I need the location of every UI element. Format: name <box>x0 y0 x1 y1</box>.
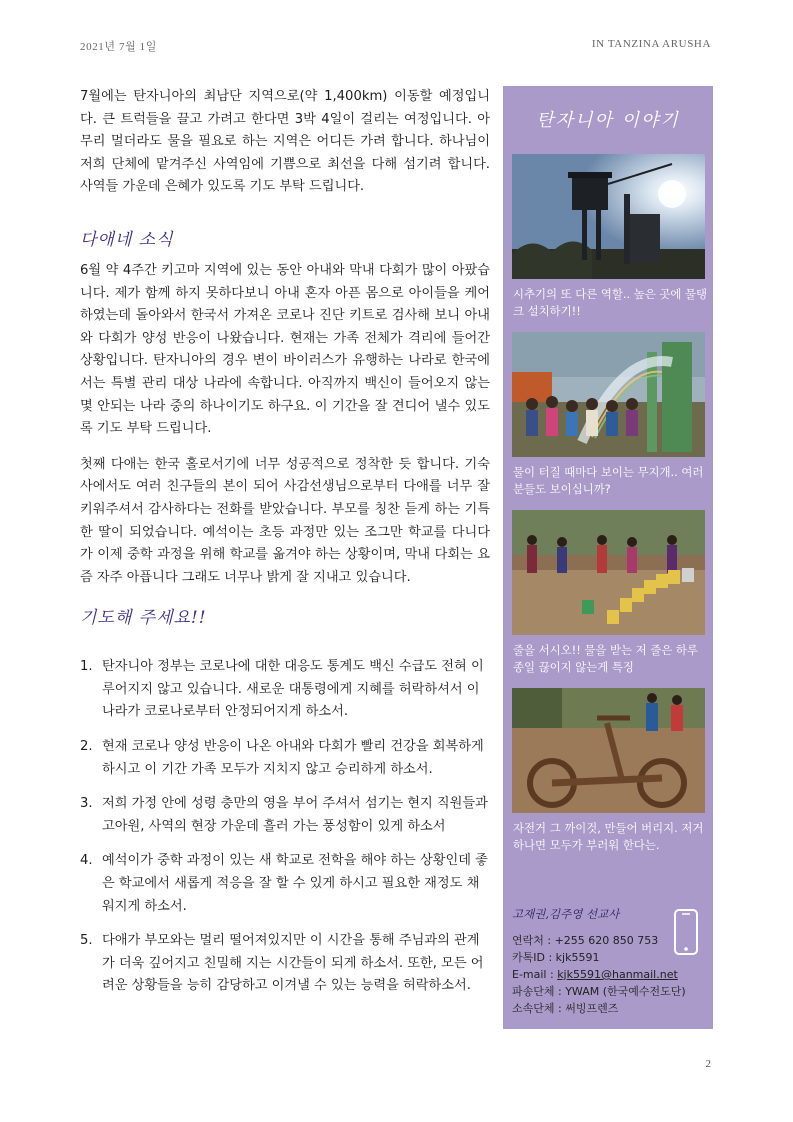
intro-paragraph: 7월에는 탄자니아의 최남단 지역으로(약 1,400km) 이동할 예정입니다. 큰 트럭들을 끌고 가려고 한다면 3박 4일이 걸리는 여정입니다. 아무리 멀더라도 물을 필요로 하는 지역은 어디든 가려 합니다. 하나님이 저희 단체에 맡겨주신 사역임에 기쁨으로 최선을 다해 섬기려 합니다. 사역들 가운데 은혜가 있도록 기도 부탁 드립니다. <box>80 89 490 195</box>
photo-wooden-bicycle <box>512 688 705 813</box>
main-column <box>80 86 490 1010</box>
prayer-item-text: 탄자니아 정부는 코로나에 대한 대응도 통계도 백신 수급도 전혀 이루어지지 않고 있습니다. 새로운 대통령에게 지혜를 허락하셔서 이 나라가 코로나로부터 안정되어지게 하소서. <box>102 659 484 720</box>
contact-phone: 연락처 : +255 620 850 753 <box>512 934 659 947</box>
sidebar-title: 탄자니아 이야기 <box>536 110 680 131</box>
photo-caption-4: 자전거 그 까이것, 만들어 버리지. 저거 하나면 모두가 부러워 한다는. <box>513 821 704 852</box>
contact-affiliation: 소속단체 : 써빙프렌즈 <box>512 1002 619 1015</box>
photo-caption-3: 줄을 서시오!! 물을 받는 저 줄은 하루종일 끊이지 않는게 특징 <box>513 643 698 674</box>
prayer-list <box>80 656 490 998</box>
contact-email-label: E-mail : <box>512 968 558 981</box>
prayer-item-number: 4. <box>80 853 93 869</box>
family-news-paragraph-2: 첫째 다애는 한국 홀로서기에 너무 성공적으로 정착한 듯 합니다. 기숙사에서도 여러 친구들의 본이 되어 사감선생님으로부터 다애를 너무 잘 키워주셔서 감사하다는 전화를 받았습니다. 부모를 칭찬 듣게 하는 기특한 딸이 되었습니다. 예석이는 초등 과정만 있는 조그만 학교를 다니다가 이제 중학 과정을 위해 학교를 옮겨야 하는 상황이며, 막내 다회는 요즘 자주 아픕니다 그래도 너무나 밝게 잘 지내고 있습니다. <box>80 456 490 585</box>
prayer-item-text: 현재 코로나 양성 반응이 나온 아내와 다회가 빨리 건강을 회복하게 하시고 이 기간 가족 모두가 지치지 않고 승리하게 하소서. <box>102 739 484 777</box>
contact-org: 파송단체 : YWAM (한국예수전도단) <box>512 985 686 998</box>
prayer-item <box>80 930 490 998</box>
header-date: 2021년 7월 1일 <box>80 41 157 53</box>
photo-water-line <box>512 510 705 635</box>
photo-caption-2: 물이 터질 때마다 보이는 무지개.. 여러분들도 보이십니까? <box>513 465 704 496</box>
contact-email-line <box>512 966 707 983</box>
photo-water-tank <box>512 154 705 279</box>
prayer-item <box>80 736 490 781</box>
photo-caption-1: 시추기의 또 다른 역할.. 높은 곳에 물탱크 설치하기!! <box>513 287 708 318</box>
prayer-item-number: 2. <box>80 739 93 755</box>
prayer-heading: 기도해 주세요!! <box>80 608 207 629</box>
phone-icon <box>673 908 699 956</box>
missionary-names: 고재권,김주영 선교사 <box>512 907 620 921</box>
prayer-item-text: 예석이가 중학 과정이 있는 새 학교로 전학을 해야 하는 상황인데 좋은 학교에서 새롭게 적응을 잘 할 수 있게 하시고 필요한 재정도 채워지게 하소서. <box>102 853 488 914</box>
prayer-item-text: 저희 가정 안에 성령 충만의 영을 부어 주셔서 섬기는 현지 직원들과 고아원, 사역의 현장 가운데 흘러 가는 풍성함이 있게 하소서 <box>102 796 488 834</box>
contact-email-link[interactable]: kjk5591@hanmail.net <box>557 968 678 981</box>
prayer-item-text: 다애가 부모와는 멀리 떨어져있지만 이 시간을 통해 주님과의 관계가 더욱 깊어지고 친밀해 지는 시간들이 되게 하소서. 또한, 모든 어려운 상황들을 능히 감당하고 이겨낼 수 있는 능력을 허락하소서. <box>102 933 484 994</box>
contact-kakao: 카톡ID : kjk5591 <box>512 951 600 964</box>
page-number: 2 <box>705 1058 711 1070</box>
family-news-paragraph-1: 6월 약 4주간 키고마 지역에 있는 동안 아내와 막내 다회가 많이 아팠습니다. 제가 함께 하지 못하다보니 아내 혼자 아픈 몸으로 아이들을 케어하였는데 돌아와서 한국서 가져온 코로나 진단 키트로 검사해 보니 아내와 다회가 양성 반응이 나왔습니다. 현재는 가족 전체가 격리에 들어간 상황입니다. 탄자니아의 경우 변이 바이러스가 유행하는 나라로 한국에서는 특별 관리 대상 나라에 속합니다. 아직까지 백신이 들어오지 않는 몇 안되는 나라 중의 하나이기도 하구요. 이 기간을 잘 견디어 낼수 있도록 기도 부탁 드립니다. <box>80 262 490 437</box>
sidebar <box>503 86 713 1029</box>
prayer-item-number: 3. <box>80 796 93 812</box>
prayer-item-number: 5. <box>80 933 93 949</box>
prayer-item <box>80 656 490 724</box>
header-location: IN TANZINA ARUSHA <box>591 38 711 50</box>
prayer-item-number: 1. <box>80 659 93 675</box>
prayer-item <box>80 850 490 918</box>
prayer-item <box>80 793 490 838</box>
photo-rainbow-water <box>512 332 705 457</box>
family-news-heading: 다애네 소식 <box>80 229 174 250</box>
